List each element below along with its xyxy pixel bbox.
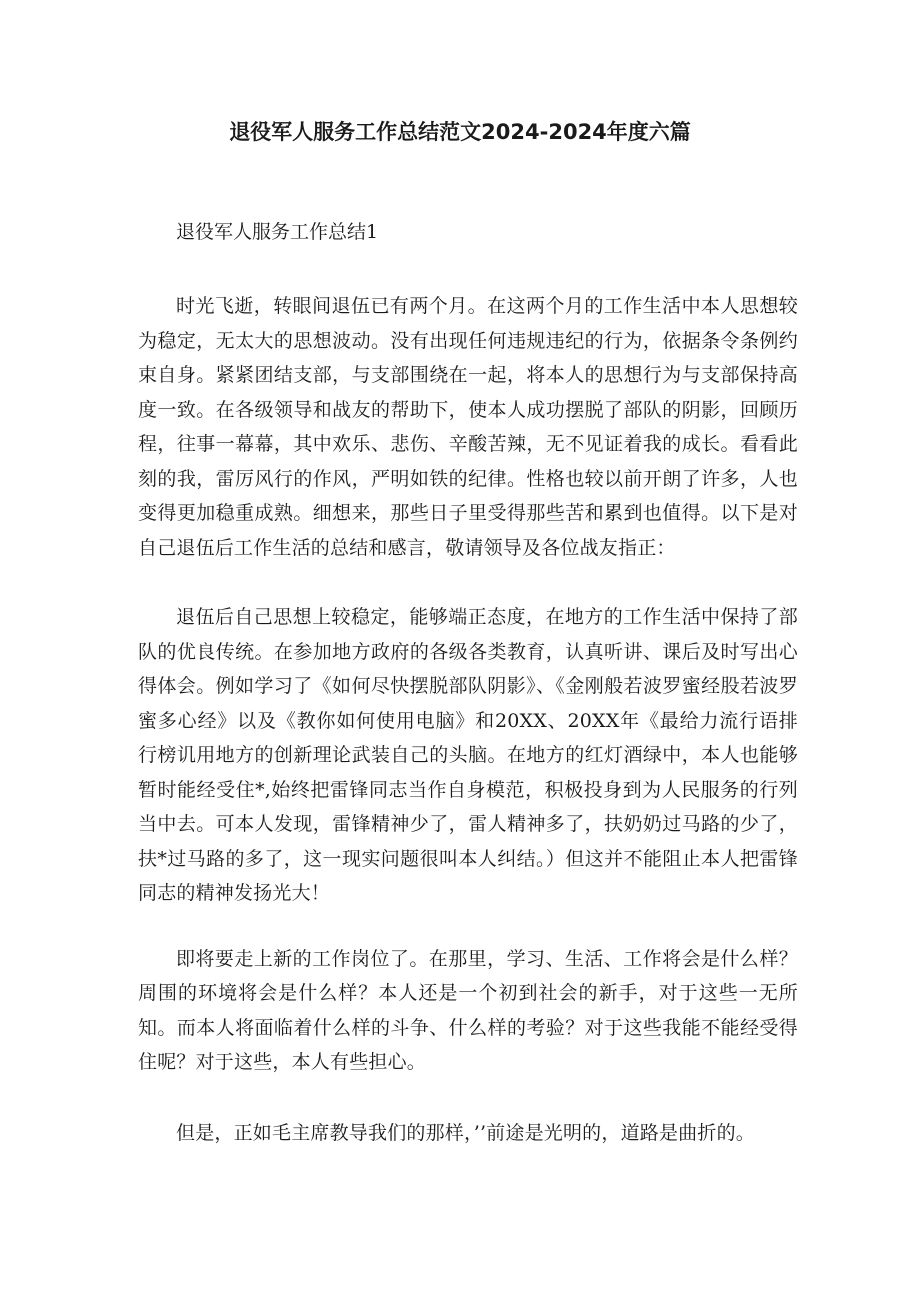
document-body [138,212,798,1150]
paragraph-3: 即将要走上新的工作岗位了。在那里，学习、生活、工作将会是什么样？周围的环境将会是什么样？本人还是一个初到社会的新手，对于这些一无所知。而本人将面临着什么样的斗争、什么样的考验？对于这些我能不能经受得住呢？对于这些，本人有些担心。 [138,947,798,1073]
document-title: 退役军人服务工作总结范文2024-2024年度六篇 [229,120,691,144]
spacer [138,1080,798,1116]
paragraph-2: 退伍后自己思想上较稳定，能够端正态度，在地方的工作生活中保持了部队的优良传统。在参加地方政府的各级各类教育，认真听讲、课后及时写出心得体会。例如学习了《如何尽快摆脱部队阴影》、《金刚般若波罗蜜经股若波罗蜜多心经》以及《教你如何使用电脑》和20XX、20XX年《最给力流行语排行榜讥用地方的创新理论武装自己的头脑。在地方的红灯酒绿中，本人也能够暂时能经受住*,始终把雷锋同志当作自身模范，积极投身到为人民服务的行列当中去。可本人发现，雷锋精神少了，雷人精神多了，扶奶奶过马路的少了，扶*过马路的多了，这一现实问题很叫本人纠结。）但这并不能阻止本人把雷锋同志的精神发扬光大！ [138,606,798,904]
spacer [138,565,798,600]
paragraph-1: 时光飞逝，转眼间退伍已有两个月。在这两个月的工作生活中本人思想较为稳定，无太大的思想波动。没有出现任何违规违纪的行为，依据条令条例约束自身。紧紧团结支部，与支部围绕在一起，将本人的思想行为与支部保持高度一致。在各级领导和战友的帮助下，使本人成功摆脱了部队的阴影，回顾历程，往事一幕幕，其中欢乐、悲伤、辛酸苦辣，无不见证着我的成长。看看此刻的我，雷厉风行的作风，严明如铁的纪律。性格也较以前开朗了许多，人也变得更加稳重成熟。细想来，那些日子里受得那些苦和累到也值得。以下是对自己退伍后工作生活的总结和感言，敬请领导及各位战友指正： [138,295,798,559]
paragraph-4: 但是，正如毛主席教导我们的那样，’’前途是光明的，道路是曲折的。 [176,1121,755,1144]
spacer [138,252,798,289]
spacer [138,911,798,942]
section-heading: 退役军人服务工作总结1 [176,221,379,243]
